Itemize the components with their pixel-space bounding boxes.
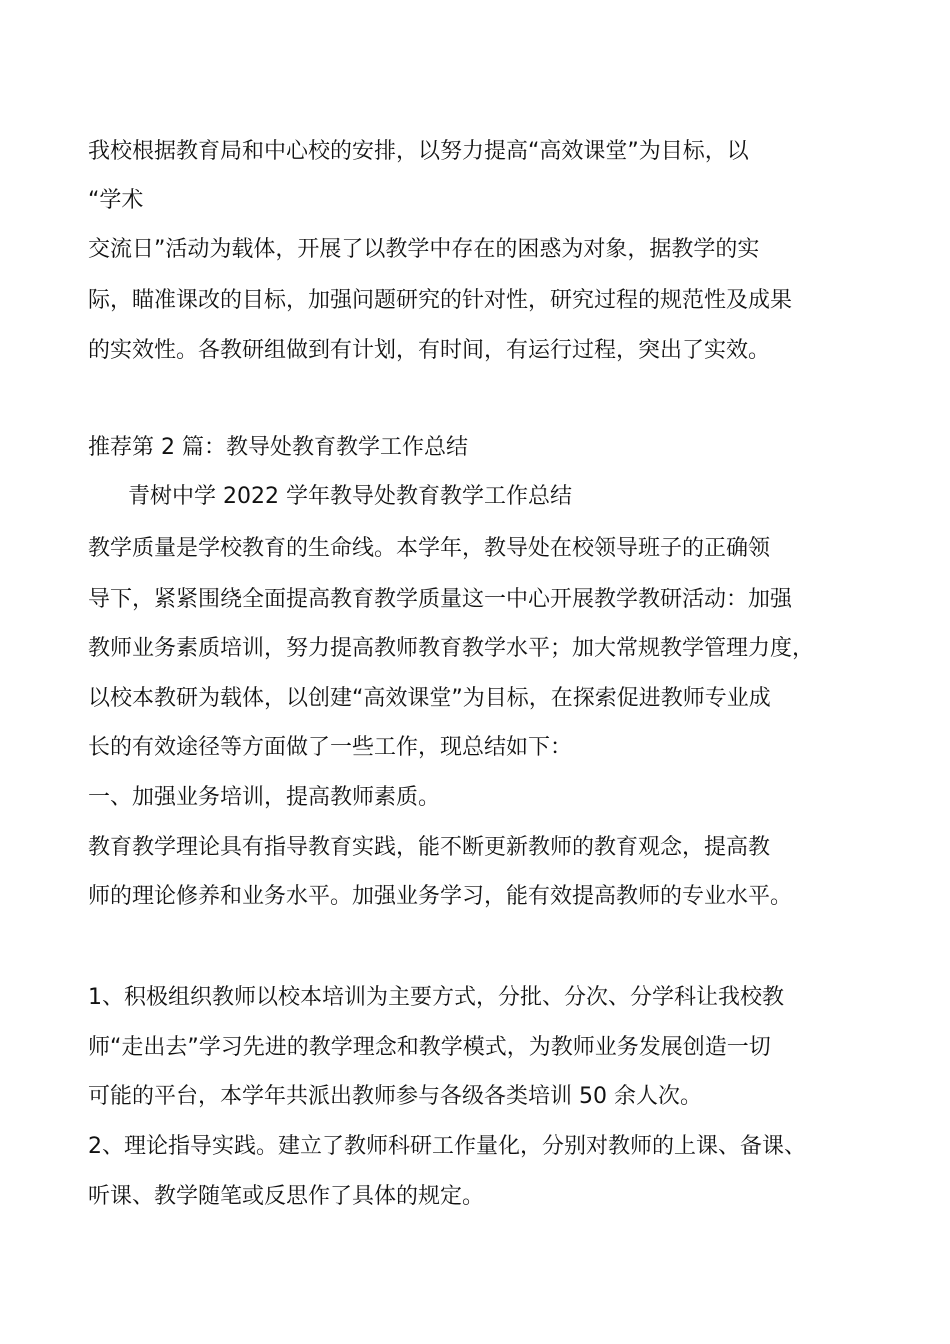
article-intro-line-1: 教学质量是学校教育的生命线。本学年，教导处在校领导班子的正确领 xyxy=(88,536,771,561)
item-2-line-1: 2、理论指导实践。建立了教师科研工作量化，分别对教师的上课、备课、 xyxy=(88,1134,806,1159)
intro-line-5: 的实效性。各教研组做到有计划，有时间，有运行过程，突出了实效。 xyxy=(88,338,771,363)
item-1-line-3: 可能的平台，本学年共派出教师参与各级各类培训 50 余人次。 xyxy=(88,1084,702,1109)
article-subtitle: 青树中学 2022 学年教导处教育教学工作总结 xyxy=(128,484,572,509)
article-intro-line-3: 教师业务素质培训，努力提高教师教育教学水平；加大常规教学管理力度， xyxy=(88,636,815,661)
article-intro-line-5: 长的有效途径等方面做了一些工作，现总结如下： xyxy=(88,735,573,760)
intro-line-3: 交流日”活动为载体，开展了以教学中存在的困惑为对象，据教学的实 xyxy=(88,237,760,262)
item-1-line-2: 师“走出去”学习先进的教学理念和教学模式，为教师业务发展创造一切 xyxy=(88,1035,771,1060)
article-intro-line-4: 以校本教研为载体，以创建“高效课堂”为目标，在探索促进教师专业成 xyxy=(88,686,771,711)
section-1-title: 一、加强业务培训，提高教师素质。 xyxy=(88,785,441,810)
intro-line-1: 我校根据教育局和中心校的安排，以努力提高“高效课堂”为目标，以 xyxy=(88,139,749,164)
section-1-line-1: 教育教学理论具有指导教育实践，能不断更新教师的教育观念，提高教 xyxy=(88,835,771,860)
item-1-line-1: 1、积极组织教师以校本培训为主要方式，分批、分次、分学科让我校教 xyxy=(88,985,784,1010)
article-heading: 推荐第 2 篇：教导处教育教学工作总结 xyxy=(88,435,468,460)
article-intro-line-2: 导下，紧紧围绕全面提高教育教学质量这一中心开展教学教研活动：加强 xyxy=(88,587,793,612)
item-2-line-2: 听课、教学随笔或反思作了具体的规定。 xyxy=(88,1184,485,1209)
intro-line-4: 际，瞄准课改的目标，加强问题研究的针对性，研究过程的规范性及成果 xyxy=(88,288,793,313)
section-1-line-2: 师的理论修养和业务水平。加强业务学习，能有效提高教师的专业水平。 xyxy=(88,884,793,909)
intro-line-2: “学术 xyxy=(88,188,144,213)
